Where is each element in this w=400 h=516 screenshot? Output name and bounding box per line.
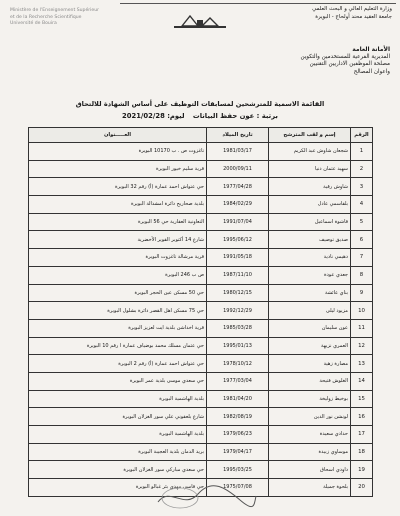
birth-date: 1995/06/12	[207, 231, 269, 249]
candidate-name: مصارة زهية	[269, 355, 351, 373]
organization-block	[230, 46, 390, 76]
address: قرية سليم خيور البويرة	[29, 160, 207, 178]
candidate-name: عون سليمان	[269, 319, 351, 337]
address: التعاونية العقارية حي 56 البويرة	[29, 213, 207, 231]
table-row	[29, 443, 373, 461]
address: شارع 14 أكتوبر القوير الأخضرية	[29, 231, 207, 249]
table-row	[29, 284, 373, 302]
address: حي سعدي مباركي سور الغزلان البويرة	[29, 461, 207, 479]
table-header-row	[29, 128, 373, 143]
address: حي 75 مسكن اهل القصر دائرة بشلول البويرة	[29, 302, 207, 320]
birth-date: 1991/07/04	[207, 213, 269, 231]
address: بلدية صحاريج دائرة امشدالة البويرة	[29, 196, 207, 214]
candidate-name: جعدي عودة	[269, 266, 351, 284]
birth-date: 1984/02/29	[207, 196, 269, 214]
candidate-name: قاشوة اسماعيل	[269, 213, 351, 231]
candidate-name: داودي اسحاق	[269, 461, 351, 479]
org-line: مصلحة الموظفين الاداريين التقنيين	[309, 61, 390, 68]
candidate-name: بوخيط زوليخة	[269, 390, 351, 408]
row-number: 11	[351, 319, 373, 337]
address: بلدية الهاشمية البويرة	[29, 390, 207, 408]
french-line: Ministère de l'Enseignement Supérieur	[10, 8, 100, 13]
birth-date: 1987/11/10	[207, 266, 269, 284]
address: قرية اخداشن بلدية ايت لعزيز البويرة	[29, 319, 207, 337]
address: حي عتواش احمد عمارة (أ) رقم 2 البويرة	[29, 355, 207, 373]
table-row	[29, 408, 373, 426]
birth-date: 1982/08/19	[207, 408, 269, 426]
birth-date: 1992/12/29	[207, 302, 269, 320]
table-row	[29, 249, 373, 267]
address: بريد الدمان بلدية العجيبة البويرة	[29, 443, 207, 461]
candidate-name: شاوش رقية	[269, 178, 351, 196]
org-line: واعوان المصالح	[353, 68, 390, 75]
candidate-name: حدادي سعيدة	[269, 426, 351, 444]
candidate-name: العمري نزيهة	[269, 337, 351, 355]
row-number: 18	[351, 443, 373, 461]
birth-date: 1977/03/04	[207, 372, 269, 390]
table-row	[29, 390, 373, 408]
university-logo-icon	[168, 12, 232, 34]
candidate-name: الغلوش فتيحة	[269, 372, 351, 390]
address: بلدية الهاشمية البويرة	[29, 426, 207, 444]
address: قرية مرشالة تاغزوت البويرة	[29, 249, 207, 267]
birth-date: 1981/04/20	[207, 390, 269, 408]
row-number: 14	[351, 372, 373, 390]
row-number: 13	[351, 355, 373, 373]
university-line: جامعة العقيد محند أولحاج - البويرة	[315, 13, 392, 20]
birth-date: 1995/03/25	[207, 461, 269, 479]
address: حي عثمان مسلك محمد بوضياف عمارة ا رقم 10 البويرة	[29, 337, 207, 355]
exam-date: 2021/02/28	[122, 112, 165, 120]
birth-date: 1981/03/17	[207, 143, 269, 161]
birth-date: 1991/05/18	[207, 249, 269, 267]
birth-date: 1975/07/08	[207, 479, 269, 497]
row-number: 6	[351, 231, 373, 249]
grade-label: برتبة : عون حفظ البيانات	[192, 112, 278, 120]
address: شارع بلعقوني علي سور الغزلان البويرة	[29, 408, 207, 426]
table-row	[29, 160, 373, 178]
table-row	[29, 319, 373, 337]
row-number: 7	[351, 249, 373, 267]
table-row	[29, 355, 373, 373]
table-row	[29, 196, 373, 214]
table-row	[29, 213, 373, 231]
row-number: 20	[351, 479, 373, 497]
address: تاغزوت ص . ب 10170 البويرة	[29, 143, 207, 161]
document-title: القائمة الاسمية للمترشحين لمسابقات التوظيف على أساس الشهادة للالتحاق	[75, 100, 325, 108]
candidate-name: سهيد عثمان دنيا	[269, 160, 351, 178]
ministry-header	[262, 6, 392, 22]
header-dob: تاريخ الميلاد	[207, 128, 269, 143]
org-line: المديرية الفرعية للمستخدمين والتكوين	[300, 53, 390, 60]
french-header	[10, 8, 140, 28]
row-number: 3	[351, 178, 373, 196]
table-row	[29, 231, 373, 249]
candidate-name: شجعان شاوش عبد الكريم	[269, 143, 351, 161]
row-number: 15	[351, 390, 373, 408]
french-line: Université de Bouira	[10, 21, 57, 26]
birth-date: 1978/10/12	[207, 355, 269, 373]
candidate-name: صديق توصيف	[269, 231, 351, 249]
candidate-name: موساوي زبيدة	[269, 443, 351, 461]
table-row	[29, 266, 373, 284]
top-rule	[120, 3, 396, 4]
candidate-name: بلحوة جميلة	[269, 479, 351, 497]
header-num: الرقم	[351, 128, 373, 143]
candidate-name: مزيود ليلى	[269, 302, 351, 320]
row-number: 8	[351, 266, 373, 284]
row-number: 1	[351, 143, 373, 161]
ministry-line: وزارة التعليم العالي و البحث العلمي	[312, 6, 392, 12]
row-number: 12	[351, 337, 373, 355]
header-name: إسم و لقب المترشح	[269, 128, 351, 143]
table-row	[29, 302, 373, 320]
table-row	[29, 461, 373, 479]
document-subtitle	[10, 112, 390, 120]
org-line: الأمانة العامة	[352, 46, 390, 53]
candidate-name: لونشن نور الدين	[269, 408, 351, 426]
candidate-name: بناي عائشة	[269, 284, 351, 302]
birth-date: 1979/04/17	[207, 443, 269, 461]
table-row	[29, 372, 373, 390]
birth-date: 1985/03/28	[207, 319, 269, 337]
signature-stamp-icon	[150, 482, 260, 512]
row-number: 2	[351, 160, 373, 178]
row-number: 10	[351, 302, 373, 320]
candidate-name: دهيمي نادية	[269, 249, 351, 267]
row-number: 17	[351, 426, 373, 444]
table-body	[29, 143, 373, 497]
french-line: et de la Recherche Scientifique	[10, 14, 82, 20]
date-label: ليوم:	[167, 112, 185, 120]
table-row	[29, 178, 373, 196]
address: حي 50 مسكن عين الحجر البويرة	[29, 284, 207, 302]
address: حي عتواش احمد عمارة (أ) رقم 32 البويرة	[29, 178, 207, 196]
table-row	[29, 426, 373, 444]
header-address: العـــــنوان	[29, 128, 207, 143]
birth-date: 1979/06/23	[207, 426, 269, 444]
row-number: 5	[351, 213, 373, 231]
address: ص ب 246 البويرة	[29, 266, 207, 284]
table-row	[29, 337, 373, 355]
address: حي قاسي مهدي بئر غبالو البويرة	[29, 479, 207, 497]
birth-date: 1977/04/28	[207, 178, 269, 196]
row-number: 4	[351, 196, 373, 214]
row-number: 9	[351, 284, 373, 302]
address: حي سعدي موسى بلدية عمر البويرة	[29, 372, 207, 390]
row-number: 16	[351, 408, 373, 426]
candidates-table	[28, 127, 373, 497]
candidate-name: بلقاسمي عادل	[269, 196, 351, 214]
row-number: 19	[351, 461, 373, 479]
birth-date: 1980/12/15	[207, 284, 269, 302]
birth-date: 2000/09/11	[207, 160, 269, 178]
birth-date: 1995/01/13	[207, 337, 269, 355]
table-row	[29, 143, 373, 161]
